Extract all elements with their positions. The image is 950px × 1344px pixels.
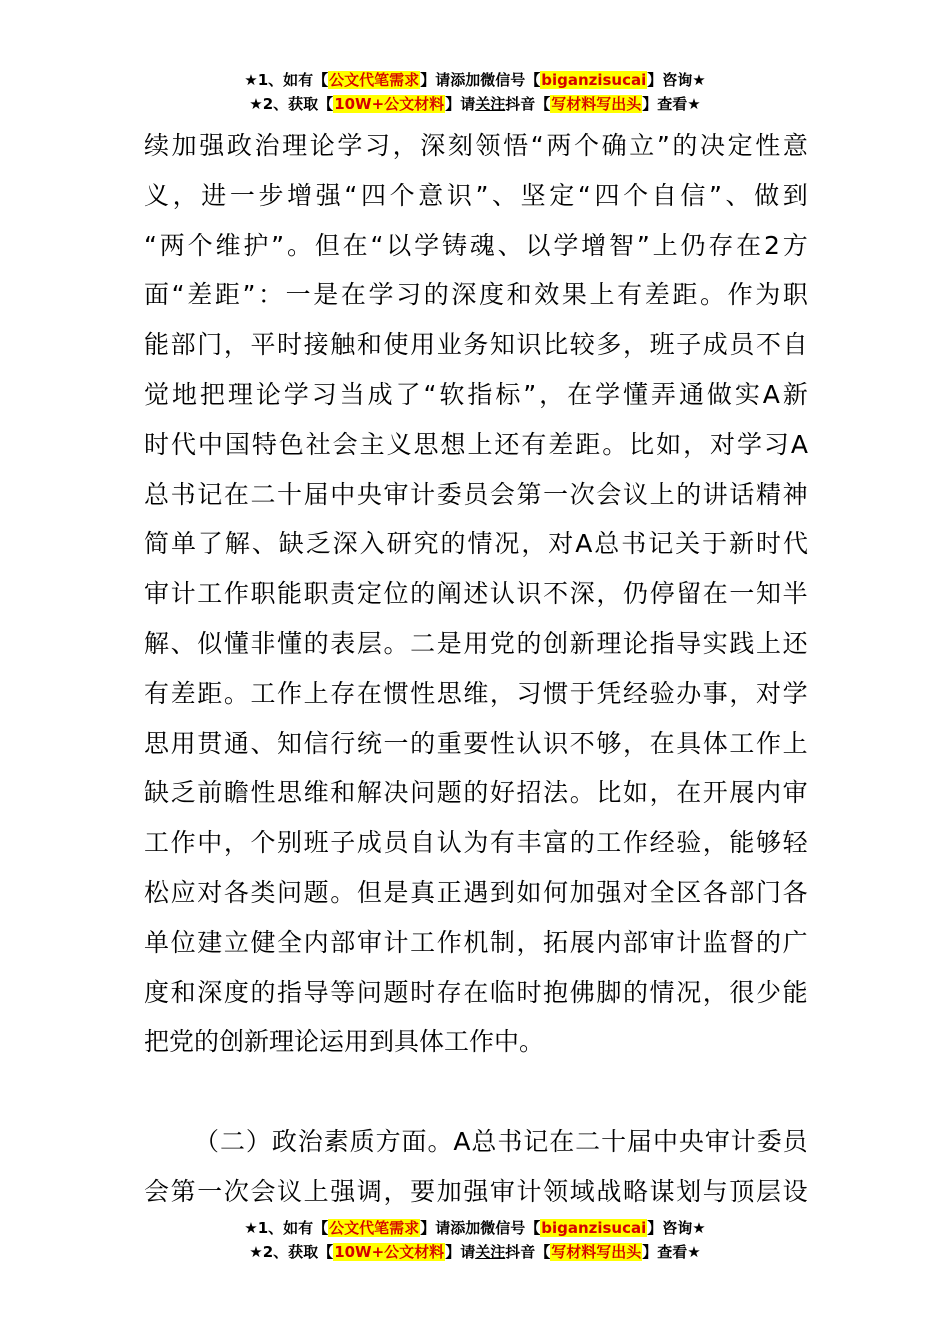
- banner-highlight: 10W+公文材料: [334, 1243, 445, 1261]
- banner-line-1: ★1、如有【公文代笔需求】请添加微信号【biganzisucai】咨询★: [244, 1219, 706, 1237]
- banner-highlight: 写材料写出头: [551, 95, 642, 113]
- text-line: 时 代 中 国 特 色 社 会 主 义 思 想 上 还 有 差 距 。 比 如 ， 对 学 习 A: [144, 429, 808, 459]
- text-line: 松 应 对 各 类 问 题 。 但 是 真 正 遇 到 如 何 加 强 对 全 区 各 部 门 各: [144, 877, 808, 907]
- text-line: （ 二 ） 政 治 素 质 方 面 。 A 总 书 记 在 二 十 届 中 央 审 计 委 员: [194, 1127, 808, 1156]
- banner-highlight: biganzisucai: [541, 1219, 647, 1237]
- footer-banner: [0, 1216, 950, 1264]
- banner-line-2: ★2、获取【10W+公文材料】请关注抖音【写材料写出头】查看★: [249, 1243, 701, 1261]
- text-line: 会 第 一 次 会 议 上 强 调 ， 要 加 强 审 计 领 域 战 略 谋 划 与 顶 层 设: [144, 1176, 808, 1206]
- banner-highlight: 写材料写出头: [551, 1243, 642, 1261]
- text-line: 解 、 似 懂 非 懂 的 表 层 。 二 是 用 党 的 创 新 理 论 指 导 实 践 上 还: [144, 628, 808, 658]
- paragraph-2: [144, 1117, 808, 1217]
- header-banner: [0, 68, 950, 116]
- text-line: 觉 地 把 理 论 学 习 当 成 了 “ 软 指 标 ” ， 在 学 懂 弄 通 做 实 A 新: [144, 379, 808, 409]
- text-line: 审 计 工 作 职 能 职 责 定 位 的 阐 述 认 识 不 深 ， 仍 停 留 在 一 知 半: [144, 579, 808, 609]
- text-line: 思 用 贯 通 、 知 信 行 统 一 的 重 要 性 认 识 不 够 ， 在 具 体 工 作 上: [144, 728, 808, 758]
- text-line: 面 “ 差 距 ” ： 一 是 在 学 习 的 深 度 和 效 果 上 有 差 距 。 作 为 职: [144, 280, 808, 310]
- text-line: 总 书 记 在 二 十 届 中 央 审 计 委 员 会 第 一 次 会 议 上 的 讲 话 精 神: [144, 479, 808, 509]
- text-line: 单 位 建 立 健 全 内 部 审 计 工 作 机 制 ， 拓 展 内 部 审 计 监 督 的 广: [144, 927, 808, 957]
- text-line: 缺 乏 前 瞻 性 思 维 和 解 决 问 题 的 好 招 法 。 比 如 ， 在 开 展 内 审: [144, 778, 808, 808]
- text-line: 度 和 深 度 的 指 导 等 问 题 时 存 在 临 时 抱 佛 脚 的 情 况 ， 很 少 能: [144, 977, 808, 1007]
- text-line: 有 差 距 。 工 作 上 存 在 惯 性 思 维 ， 习 惯 于 凭 经 验 办 事 ， 对 学: [144, 678, 808, 708]
- text-line: 续 加 强 政 治 理 论 学 习 ， 深 刻 领 悟 “ 两 个 确 立 ” 的 决 定 性 意: [144, 131, 808, 160]
- banner-highlight: 公文代笔需求: [329, 71, 420, 89]
- text-line: 简 单 了 解 、 缺 乏 深 入 研 究 的 情 况 ， 对 A 总 书 记 关 于 新 时 代: [144, 529, 808, 559]
- banner-highlight: biganzisucai: [541, 71, 647, 89]
- banner-line-1: ★1、如有【公文代笔需求】请添加微信号【biganzisucai】咨询★: [244, 71, 706, 89]
- text-line: 把党的创新理论运用到具体工作中。: [144, 1027, 545, 1057]
- text-line: 工 作 中 ， 个 别 班 子 成 员 自 认 为 有 丰 富 的 工 作 经 验 ， 能 够 轻: [144, 828, 808, 858]
- text-line: “ 两 个 维 护 ” 。 但 在 “ 以 学 铸 魂 、 以 学 增 智 ” 上 仍 存 在 2 方: [144, 230, 808, 260]
- banner-highlight: 公文代笔需求: [329, 1219, 420, 1237]
- text-line: 能 部 门 ， 平 时 接 触 和 使 用 业 务 知 识 比 较 多 ， 班 子 成 员 不 自: [144, 330, 808, 360]
- text-line: 义 ， 进 一 步 增 强 “ 四 个 意 识 ” 、 坚 定 “ 四 个 自 信 ” 、 做 到: [144, 180, 808, 210]
- paragraph-1: [144, 121, 808, 1067]
- banner-highlight: 10W+公文材料: [334, 95, 445, 113]
- banner-line-2: ★2、获取【10W+公文材料】请关注抖音【写材料写出头】查看★: [249, 95, 701, 113]
